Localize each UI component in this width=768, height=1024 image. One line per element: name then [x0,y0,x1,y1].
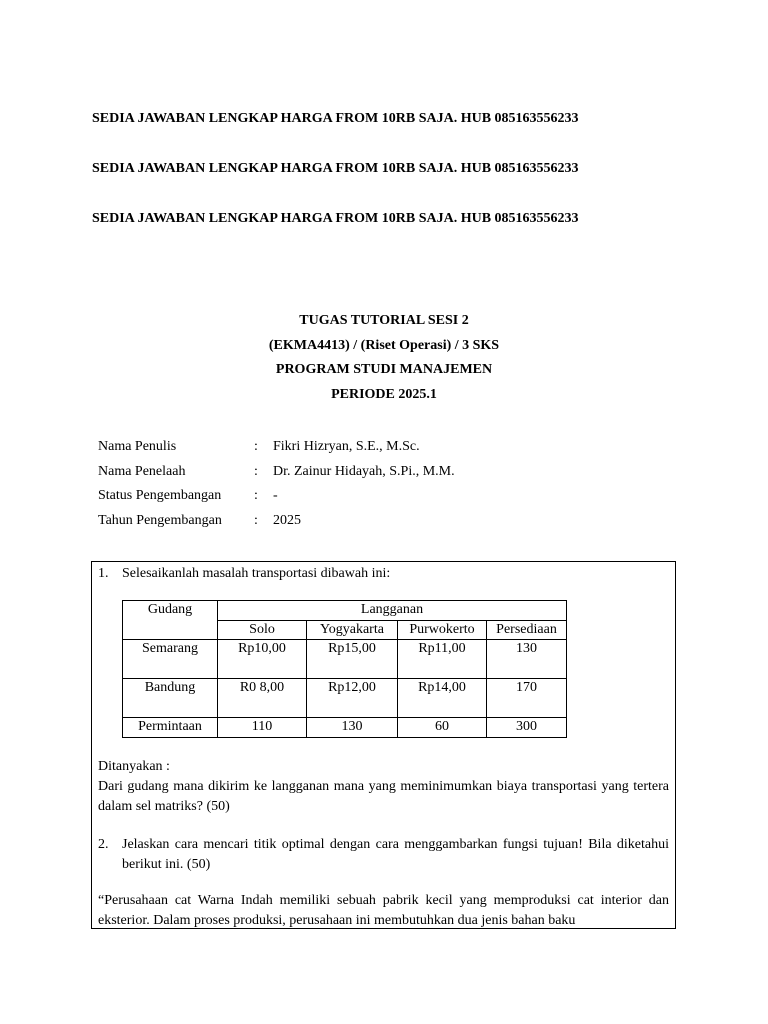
metadata-label: Status Pengembangan [98,488,222,503]
title-line-1: TUGAS TUTORIAL SESI 2 [299,313,469,328]
asked-text: Dari gudang mana dikirim ke langganan mana yang meminimumkan biaya transportasi yang tertera dalam sel matriks? (50) [98,779,669,814]
table-cell: 130 [307,718,398,738]
table-group-header: Langganan [218,601,567,621]
case-study-text: “Perusahaan cat Warna Indah memiliki sebuah pabrik kecil yang memproduksi cat interior dan eksterior. Dalam proses produksi, perusahaan ini membutuhkan dua jenis bahan baku [98,893,669,928]
title-line-4: PERIODE 2025.1 [331,386,437,402]
question-text: Jelaskan cara mencari titik optimal dengan cara menggambarkan fungsi tujuan! Bila diketahui berikut ini. (50) [122,837,669,872]
question-2-prompt [98,835,669,875]
table-cell: Rp15,00 [307,640,398,679]
metadata-row [98,462,455,487]
table-column-header: Persediaan [487,621,567,640]
question-number: 2. [98,837,109,852]
table-cell: Rp14,00 [398,679,487,718]
metadata-value: 2025 [273,512,301,528]
table-cell: Rp12,00 [307,679,398,718]
metadata-row [98,437,455,462]
metadata-value: Fikri Hizryan, S.E., M.Sc. [273,439,420,454]
question-box [91,561,676,929]
metadata-colon: : [254,463,258,479]
metadata-row [98,511,455,536]
table-row [123,679,567,718]
table-cell: 110 [218,718,307,738]
metadata-label: Nama Penulis [98,439,177,454]
table-cell: Rp10,00 [218,640,307,679]
table-cell: 300 [487,718,567,738]
question-number: 1. [98,566,109,581]
metadata-row [98,486,455,511]
metadata-colon: : [254,439,258,454]
promo-line: SEDIA JAWABAN LENGKAP HARGA FROM 10RB SAJA. HUB 085163556233 [92,161,579,176]
table-column-header: Solo [218,621,307,640]
metadata-label: Tahun Pengembangan [98,512,222,528]
table-row-label: Bandung [123,679,218,718]
table-row-label: Semarang [123,640,218,679]
metadata-list [98,437,455,535]
metadata-colon: : [254,512,258,528]
table-row [123,640,567,679]
title-line-3: PROGRAM STUDI MANAJEMEN [275,362,493,377]
metadata-colon: : [254,488,258,503]
promo-line: SEDIA JAWABAN LENGKAP HARGA FROM 10RB SAJA. HUB 085163556233 [92,211,579,226]
table-corner-header: Gudang [123,601,218,640]
metadata-value: - [273,488,278,503]
document-title-block [0,311,768,409]
table-row-label: Permintaan [123,718,218,738]
table-cell: 170 [487,679,567,718]
metadata-label: Nama Penelaah [98,463,186,479]
table-cell: R0 8,00 [218,679,307,718]
promo-line: SEDIA JAWABAN LENGKAP HARGA FROM 10RB SAJA. HUB 085163556233 [92,111,579,126]
table-column-header: Yogyakarta [307,621,398,640]
table-column-header: Purwokerto [398,621,487,640]
asked-label: Ditanyakan : [98,759,170,774]
table-cell: 130 [487,640,567,679]
question-text: Selesaikanlah masalah transportasi dibawah ini: [122,566,391,581]
title-line-2: (EKMA4413) / (Riset Operasi) / 3 SKS [268,337,500,353]
metadata-value: Dr. Zainur Hidayah, S.Pi., M.M. [273,463,455,479]
table-row [123,718,567,738]
transportation-table [122,600,567,738]
table-cell: Rp11,00 [398,640,487,679]
table-cell: 60 [398,718,487,738]
question-1-prompt [98,564,669,584]
